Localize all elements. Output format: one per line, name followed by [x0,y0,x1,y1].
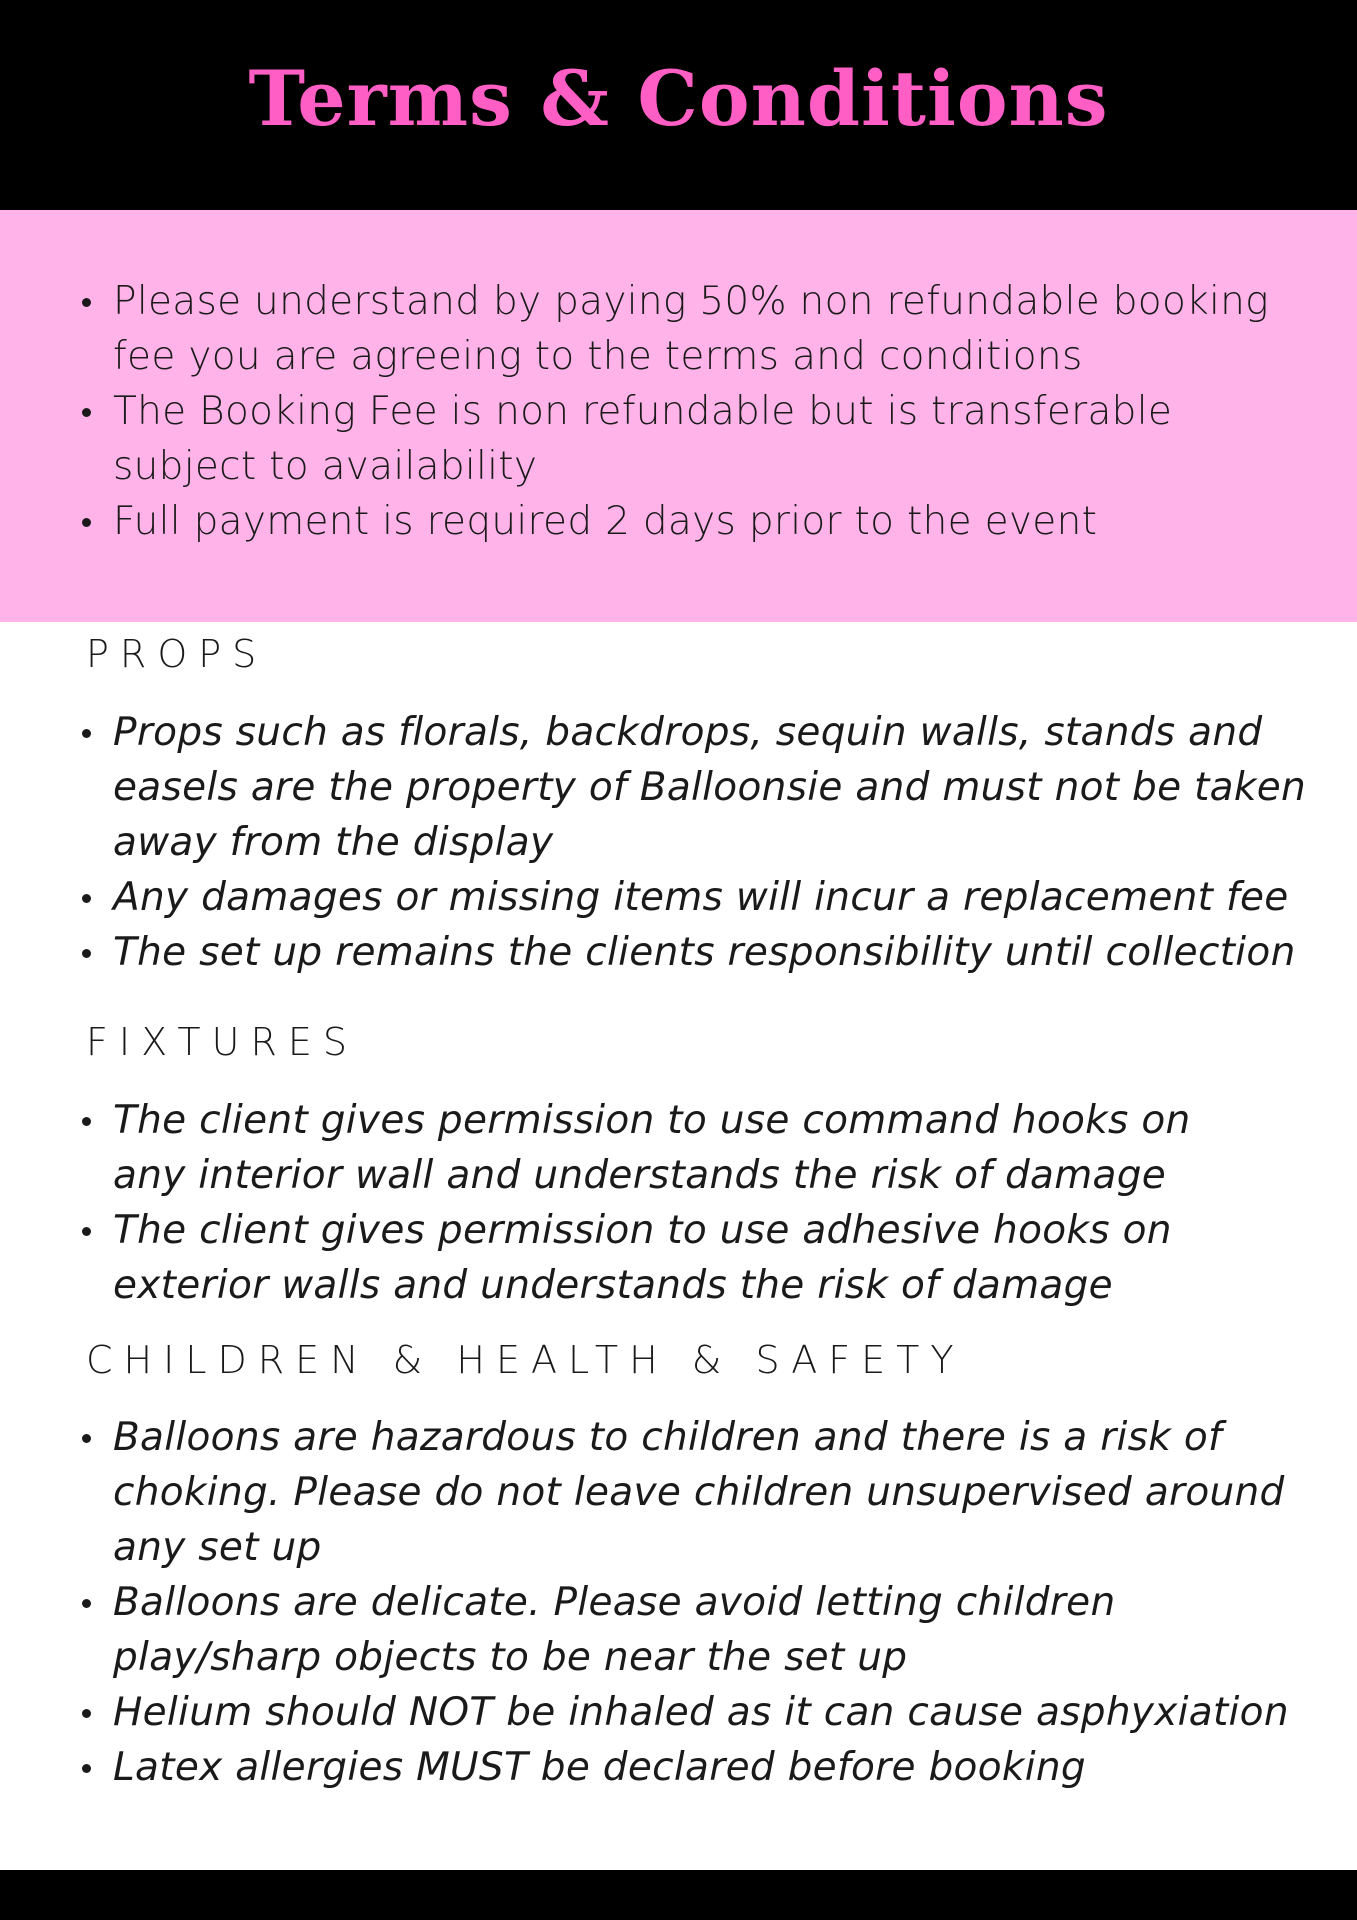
list-item: Balloons are delicate. Please avoid letting children play/sharp objects to be near the set up [0,1575,1133,1685]
list-item: Any damages or missing items will incur a replacement fee [0,870,1357,925]
list-item: The client gives permission to use command hooks on any interior wall and understands the risk of damage [0,1093,1273,1203]
props-list [0,705,1357,980]
booking-terms-list [0,274,1357,549]
list-item: Please understand by paying 50% non refundable booking fee you are agreeing to the terms and conditions [0,274,1338,384]
footer-bar [0,1870,1357,1920]
section-heading-props: PROPS [86,632,268,676]
list-item: Helium should NOT be inhaled as it can cause asphyxiation [0,1685,1357,1740]
list-item: Balloons are hazardous to children and there is a risk of choking. Please do not leave children unsupervised around any set up [0,1410,1293,1575]
list-item: Full payment is required 2 days prior to the event [0,494,1357,549]
list-item: The Booking Fee is non refundable but is transferable subject to availability [0,384,1273,494]
safety-list [0,1410,1357,1795]
header-banner [0,0,1357,210]
list-item: The client gives permission to use adhesive hooks on exterior walls and understands the risk of damage [0,1203,1193,1313]
page-title: Terms & Conditions [248,53,1109,143]
section-heading-fixtures: FIXTURES [86,1020,358,1064]
list-item: Latex allergies MUST be declared before booking [0,1740,1357,1795]
booking-terms-panel [0,210,1357,622]
list-item: The set up remains the clients responsibility until collection [0,925,1357,980]
list-item: Props such as florals, backdrops, sequin walls, stands and easels are the property of Balloonsie and must not be taken away from the display [0,705,1323,870]
section-heading-safety: CHILDREN & HEALTH & SAFETY [86,1338,965,1382]
fixtures-list [0,1093,1357,1313]
